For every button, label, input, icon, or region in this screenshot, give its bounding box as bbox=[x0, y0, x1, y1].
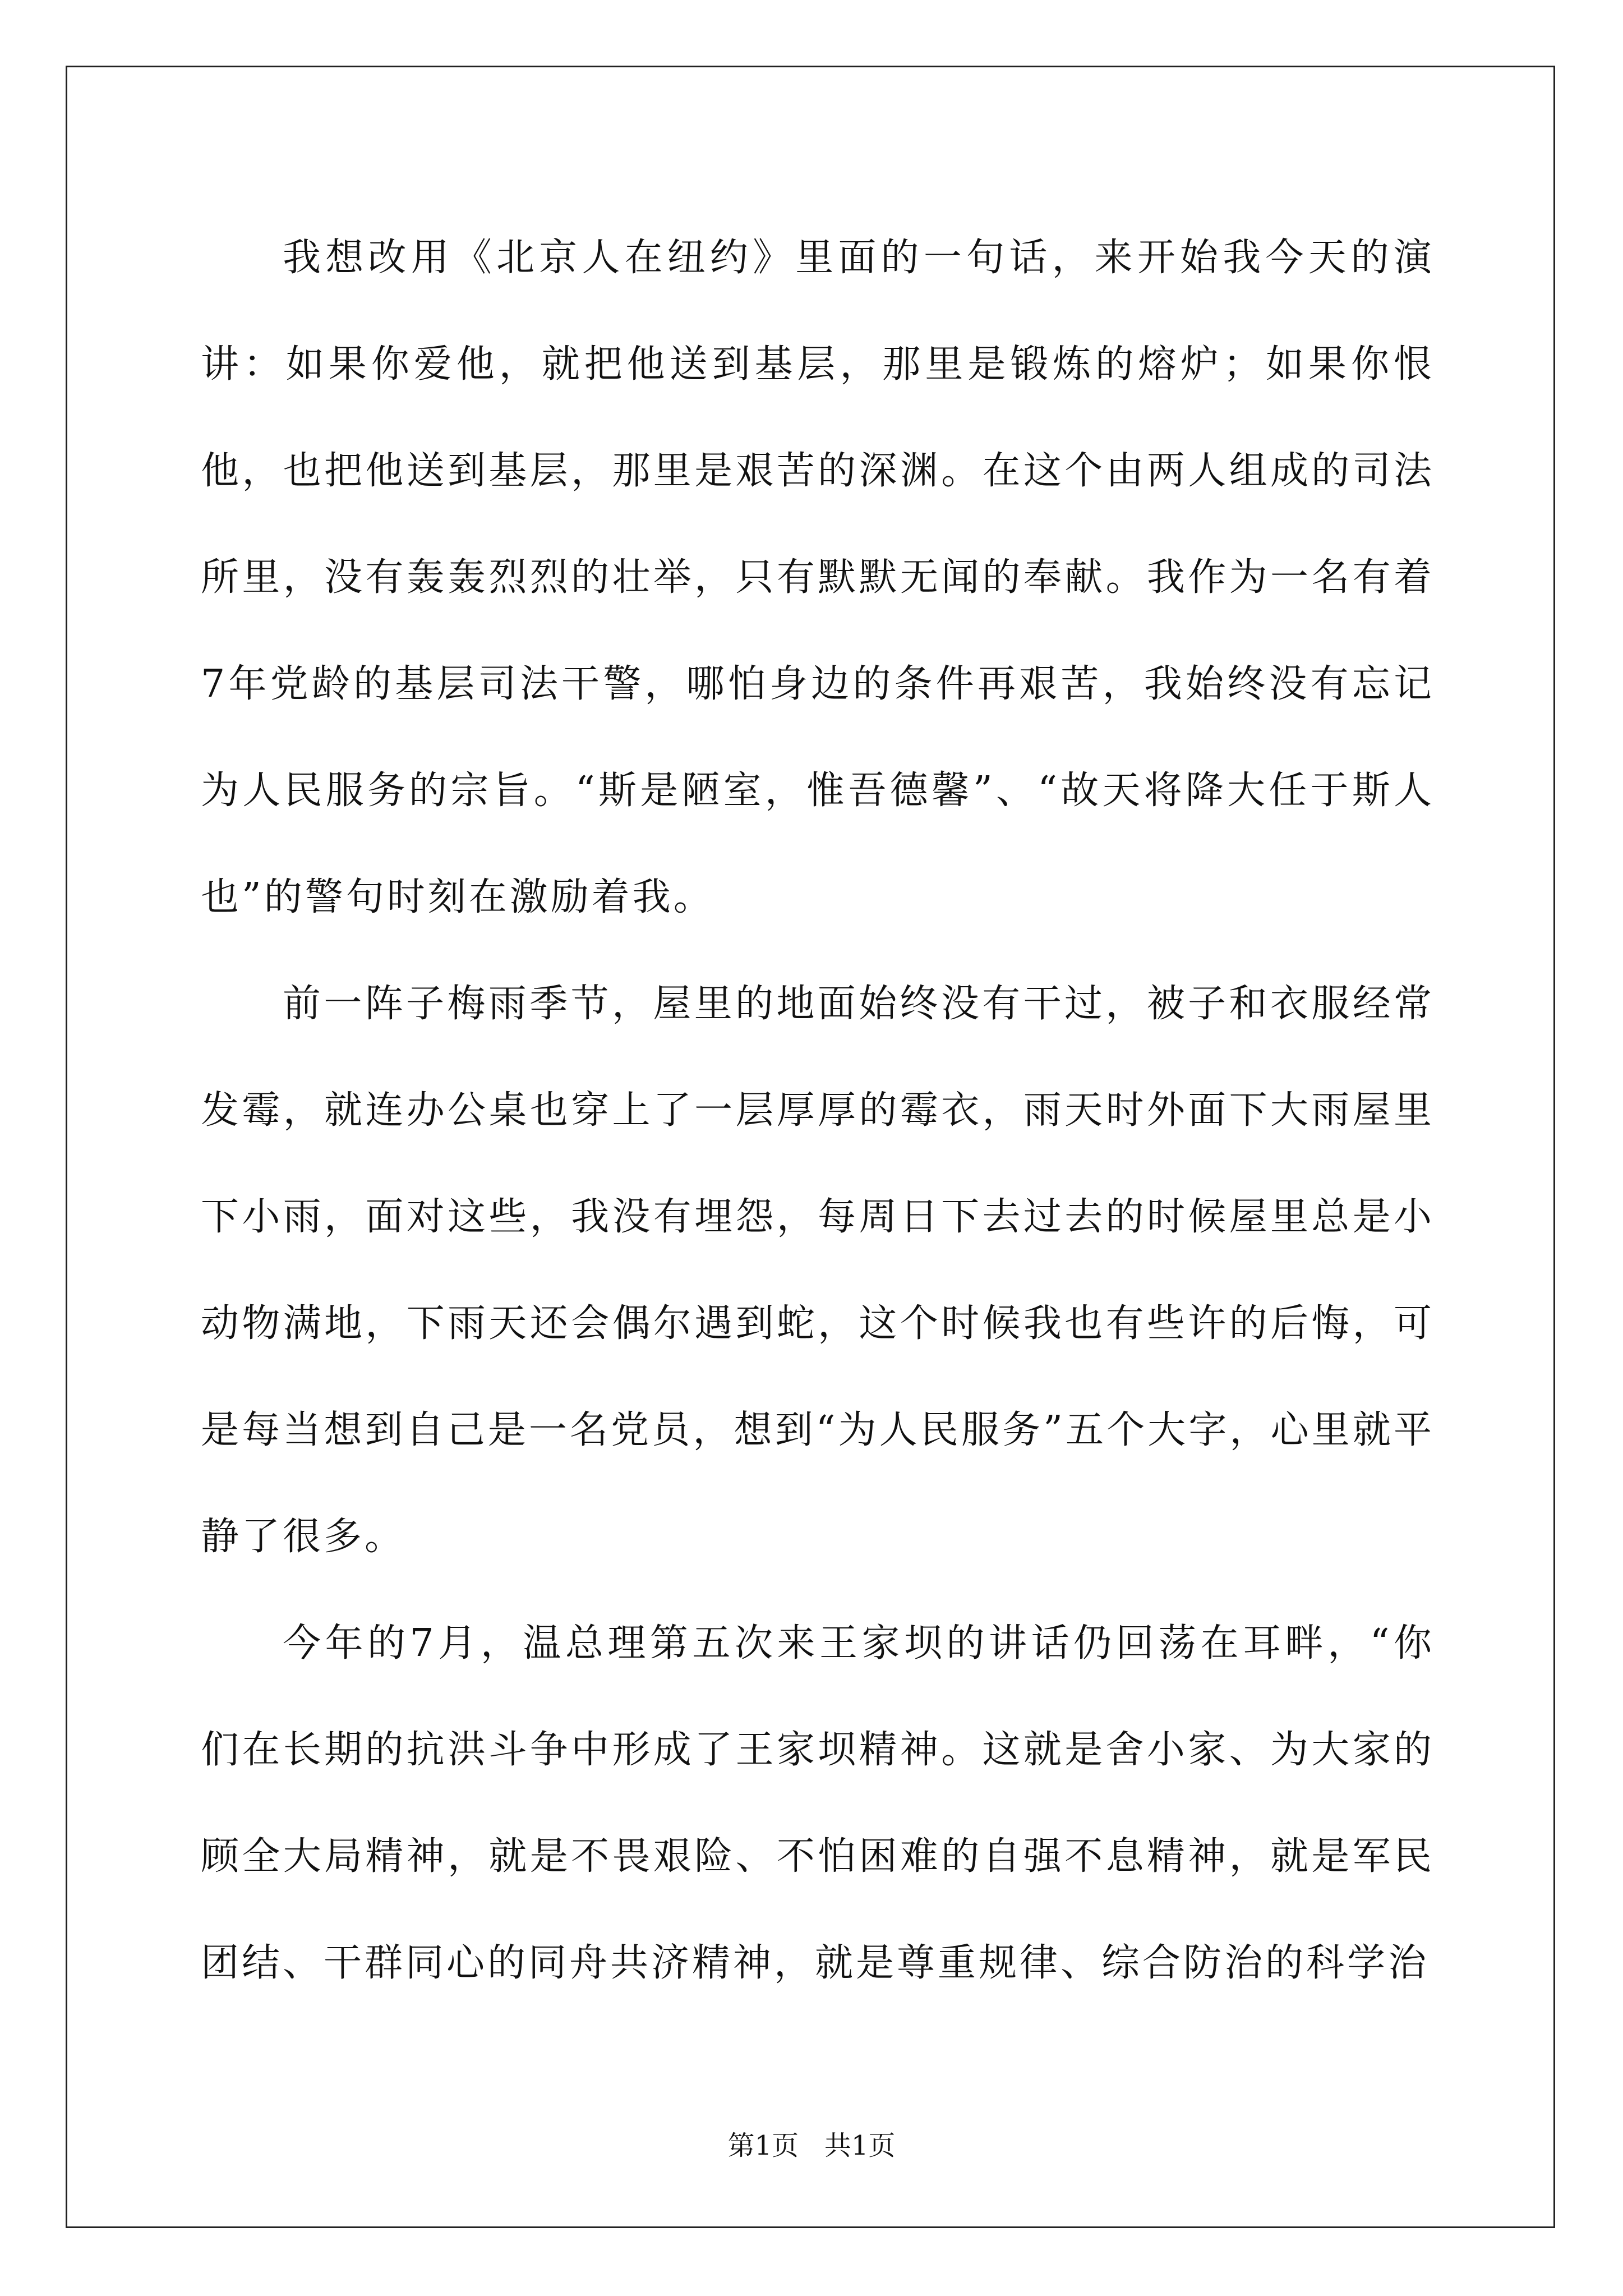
paragraph-3: 今年的7月，温总理第五次来王家坝的讲话仍回荡在耳畔，“你们在长期的抗洪斗争中形成了王家坝精神。这就是舍小家、为大家的顾全大局精神，就是不畏艰险、不怕困难的自强不息精神，就是军民团结、干群同心的同舟共济精神，就是尊重规律、综合防治的科学治 bbox=[201, 1621, 1435, 1985]
page-number-label: 第1页 共1页 bbox=[727, 2130, 896, 2161]
paragraph-1: 我想改用《北京人在纽约》里面的一句话，来开始我今天的演讲：如果你爱他，就把他送到基层，那里是锻炼的熔炉；如果你恨他，也把他送到基层，那里是艰苦的深渊。在这个由两人组成的司法所里，没有轰轰烈烈的壮举，只有默默无闻的奉献。我作为一名有着7年党龄的基层司法干警，哪怕身边的条件再艰苦，我始终没有忘记为人民服务的宗旨。“斯是陋室，惟吾德馨”、“故天将降大任于斯人也”的警句时刻在激励着我。 bbox=[201, 236, 1435, 919]
document-body bbox=[201, 205, 1435, 2017]
paragraph-2: 前一阵子梅雨季节，屋里的地面始终没有干过，被子和衣服经常发霉，就连办公桌也穿上了一层厚厚的霉衣，雨天时外面下大雨屋里下小雨，面对这些，我没有埋怨，每周日下去过去的时候屋里总是小动物满地，下雨天还会偶尔遇到蛇，这个时候我也有些许的后悔，可是每当想到自己是一名党员，想到“为人民服务”五个大字，心里就平静了很多。 bbox=[201, 982, 1435, 1559]
page-footer bbox=[0, 2129, 1623, 2162]
